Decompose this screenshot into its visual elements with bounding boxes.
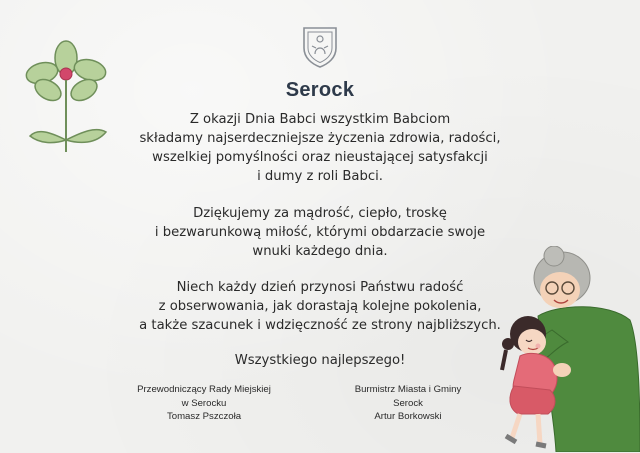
signature-name: Artur Borkowski <box>374 411 442 422</box>
brand-name: Serock <box>285 79 355 101</box>
text-line: a także szacunek i wdzięczność ze strony najbliższych. <box>139 318 501 333</box>
greeting-paragraph-1 <box>0 110 640 186</box>
grandmother-hugging-granddaughter-illustration <box>498 246 640 452</box>
closing-line: Wszystkiego najlepszego! <box>234 353 406 368</box>
signature-title: Serock <box>393 397 423 409</box>
signature-left <box>118 383 290 424</box>
text-line: wszelkiej pomyślności oraz nieustającej satysfakcji <box>152 150 488 165</box>
text-line: Z okazji Dnia Babci wszystkim Babciom <box>189 112 451 127</box>
signature-title: Burmistrz Miasta i Gminy <box>354 384 462 395</box>
text-line: wnuki każdego dnia. <box>252 244 388 259</box>
signature-title: w Serocku <box>181 397 227 409</box>
text-line: składamy najserdeczniejsze życzenia zdrowia, radości, <box>139 131 501 146</box>
text-line: z obserwowania, jak dorastają kolejne pokolenia, <box>158 299 482 314</box>
signature-name: Tomasz Pszczoła <box>166 411 242 422</box>
text-line: Niech każdy dzień przynosi Państwu radość <box>176 280 464 295</box>
coat-of-arms-icon <box>300 24 340 70</box>
text-line: Dziękujemy za mądrość, ciepło, troskę <box>193 206 447 221</box>
signature-right <box>322 383 494 424</box>
text-line: i dumy z roli Babci. <box>257 169 383 184</box>
signature-title: Przewodniczący Rady Miejskiej <box>137 384 271 395</box>
text-line: i bezwarunkową miłość, którymi obdarzacie swoje <box>154 225 486 240</box>
